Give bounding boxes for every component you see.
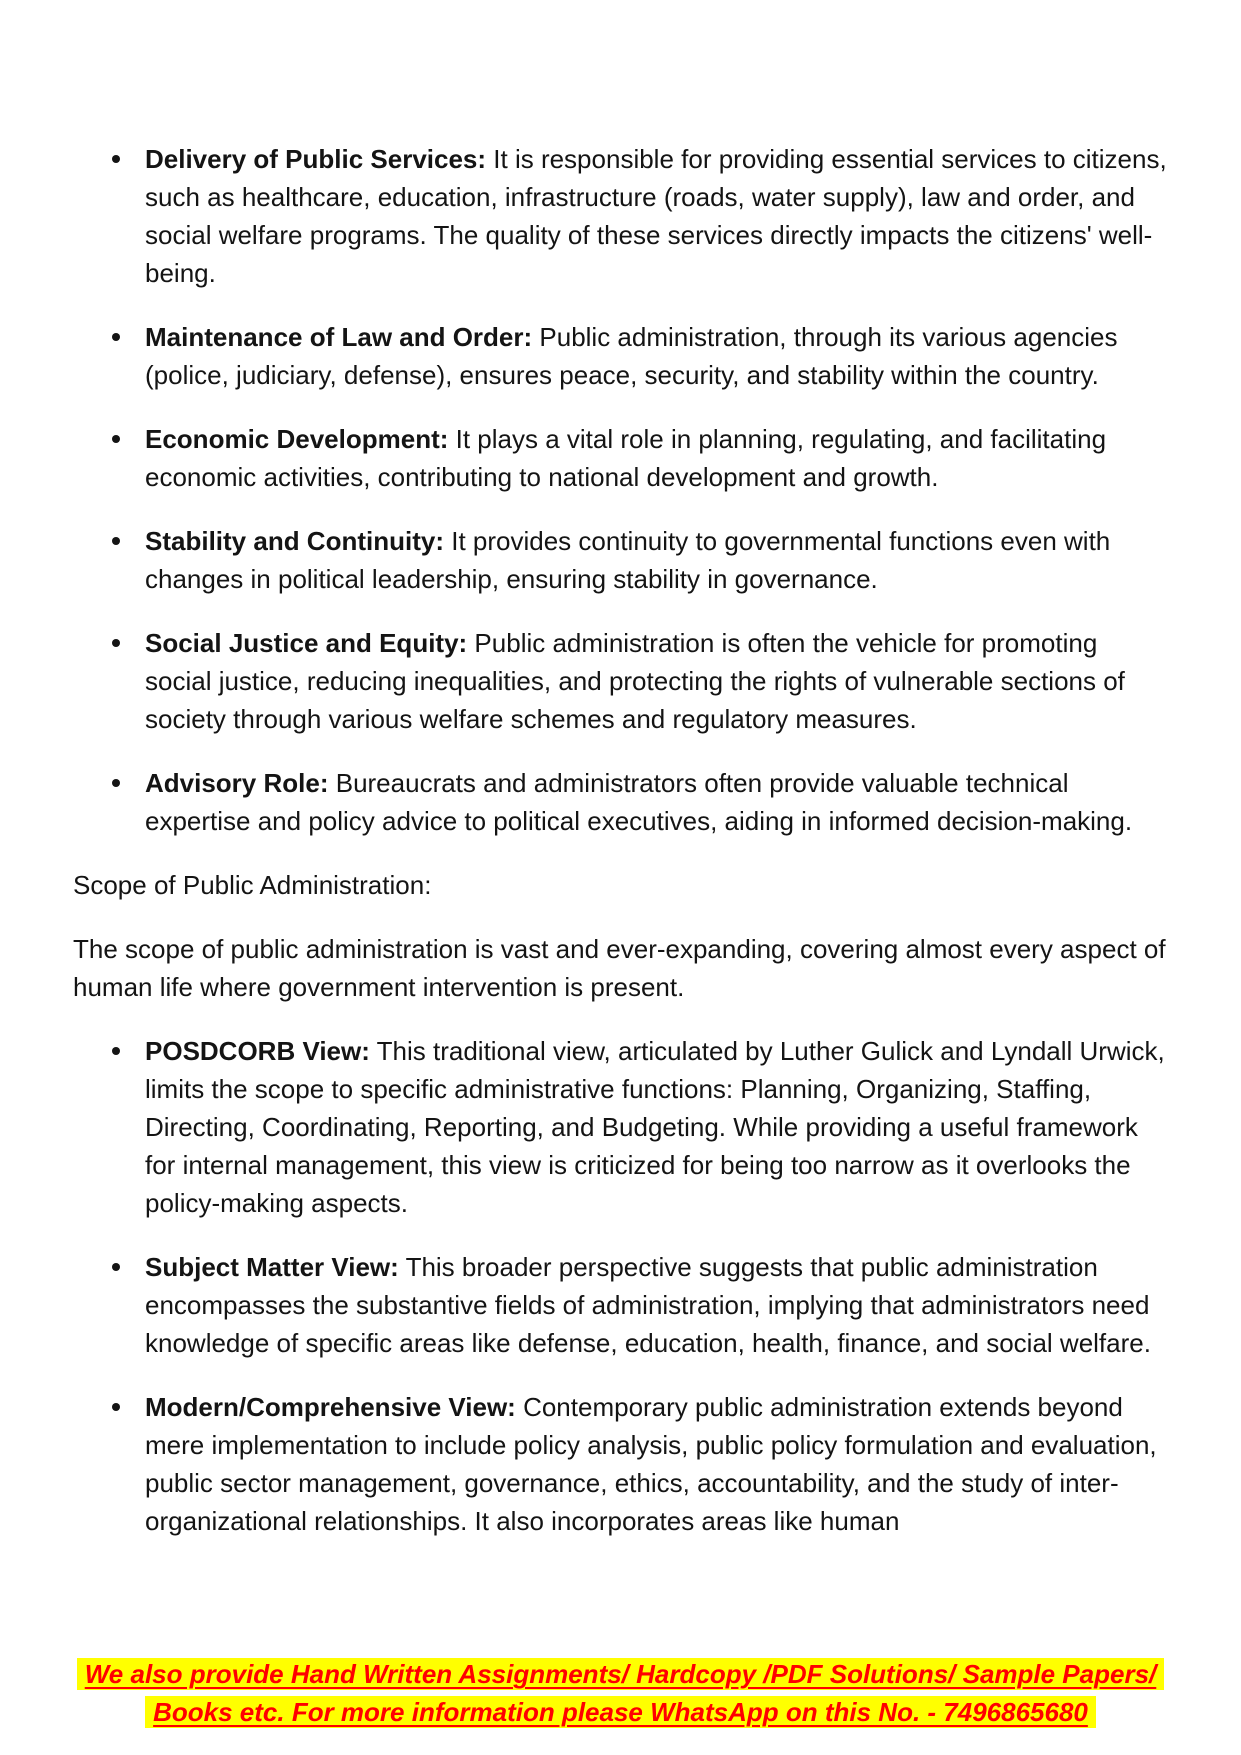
list-item-title: Delivery of Public Services: xyxy=(145,144,487,174)
scope-intro: The scope of public administration is vast and ever-expanding, covering almost every aspect of human life where government intervention is present. xyxy=(73,934,1166,1002)
list-item xyxy=(73,140,1170,292)
list-item-text: This traditional view, articulated by Luther Gulick and Lyndall Urwick, limits the scope to specific administrative functions: Planning, Organizing, Staffing, Directing, Coordinating, Reporting, and Budgeting. While providing a useful framework for internal management, this view is criticized for being too narrow as it overlooks the policy-making aspects. xyxy=(145,1036,1165,1218)
list-item-text: It provides continuity to governmental functions even with changes in political leadership, ensuring stability in governance. xyxy=(145,526,1111,594)
list-item xyxy=(73,420,1170,496)
list-item-text: It plays a vital role in planning, regulating, and facilitating economic activities, contributing to national development and growth. xyxy=(145,424,1107,492)
promo-footer-row xyxy=(0,1693,1241,1731)
list-item xyxy=(73,522,1170,598)
promo-footer-row xyxy=(0,1655,1241,1693)
list-item xyxy=(73,1248,1170,1362)
promo-footer-line1: We also provide Hand Written Assignments/ Hardcopy /PDF Solutions/ Sample Papers/ xyxy=(77,1658,1165,1690)
scope-heading: Scope of Public Administration: xyxy=(73,870,432,900)
list-item-text: Contemporary public administration extends beyond mere implementation to include policy analysis, public policy formulation and evaluation, public sector management, governance, ethics, accountability, and the study of inter-organizational relationships. It also incorporates areas like human xyxy=(145,1392,1157,1536)
list-item-text: Bureaucrats and administrators often provide valuable technical expertise and policy advice to political executives, aiding in informed decision-making. xyxy=(145,768,1133,836)
list-item-title: Advisory Role: xyxy=(145,768,329,798)
list-item xyxy=(73,318,1170,394)
list-item-title: Social Justice and Equity: xyxy=(145,628,468,658)
list-item xyxy=(73,624,1170,738)
bullet-icon xyxy=(112,435,120,443)
list-item xyxy=(73,764,1170,840)
bullet-icon xyxy=(112,1047,120,1055)
bullet-icon xyxy=(112,155,120,163)
scope-views-list xyxy=(73,1032,1170,1540)
promo-footer-line2: Books etc. For more information please WhatsApp on this No. - 7496865680 xyxy=(145,1696,1096,1728)
list-item-title: POSDCORB View: xyxy=(145,1036,370,1066)
list-item-title: Stability and Continuity: xyxy=(145,526,444,556)
list-item-title: Modern/Comprehensive View: xyxy=(145,1392,516,1422)
list-item-title: Economic Development: xyxy=(145,424,449,454)
list-item-title: Subject Matter View: xyxy=(145,1252,399,1282)
list-item-text: Public administration is often the vehicle for promoting social justice, reducing inequalities, and protecting the rights of vulnerable sections of society through various welfare schemes and regulatory measures. xyxy=(145,628,1125,734)
document-content xyxy=(73,140,1170,1566)
list-item-text: This broader perspective suggests that public administration encompasses the substantive fields of administration, implying that administrators need knowledge of specific areas like defense, education, health, finance, and social welfare. xyxy=(145,1252,1151,1358)
list-item-text: Public administration, through its various agencies (police, judiciary, defense), ensures peace, security, and stability within the country. xyxy=(145,322,1118,390)
bullet-icon xyxy=(112,639,120,647)
bullet-icon xyxy=(112,1263,120,1271)
list-item-text: It is responsible for providing essential services to citizens, such as healthcare, education, infrastructure (roads, water supply), law and order, and social welfare programs. The quality of these services directly impacts the citizens' well-being. xyxy=(145,144,1167,288)
bullet-icon xyxy=(112,1403,120,1411)
list-item-title: Maintenance of Law and Order: xyxy=(145,322,533,352)
bullet-icon xyxy=(112,779,120,787)
bullet-icon xyxy=(112,537,120,545)
list-item xyxy=(73,1032,1170,1222)
list-item xyxy=(73,1388,1170,1540)
bullet-icon xyxy=(112,333,120,341)
importance-list xyxy=(73,140,1170,840)
promo-footer xyxy=(0,1655,1241,1731)
